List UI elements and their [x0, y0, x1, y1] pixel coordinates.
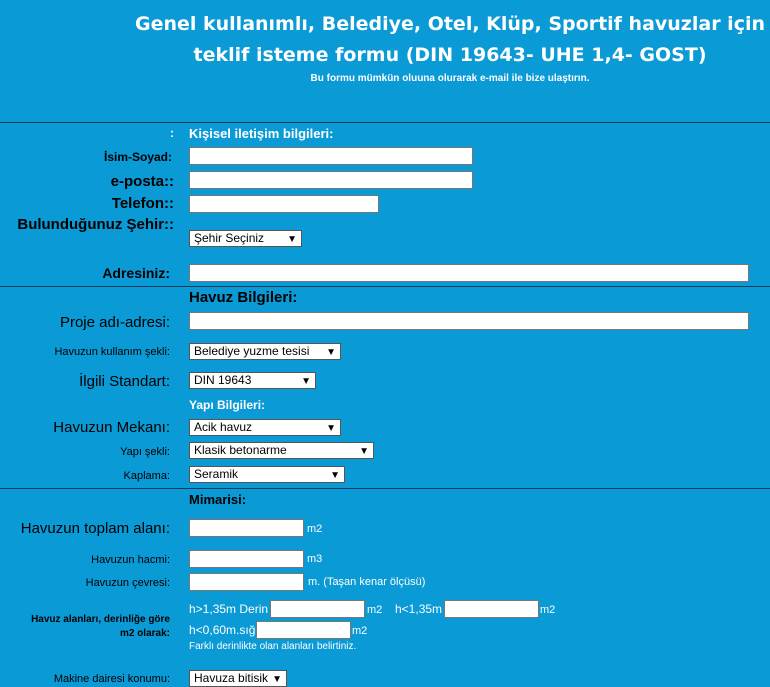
- type-select[interactable]: [189, 442, 374, 459]
- depth-label-line-2: m2 olarak:: [119, 628, 170, 639]
- perimeter-unit: m. (Taşan kenar ölçüsü): [308, 576, 426, 588]
- cladding-select-value: Seramik: [194, 467, 239, 481]
- city-label: Bulunduğunuz Şehir::: [17, 216, 174, 233]
- name-input[interactable]: [189, 147, 473, 165]
- volume-label: Havuzun hacmi:: [91, 554, 170, 566]
- area-label: Havuzun toplam alanı:: [20, 520, 170, 537]
- contact-section-title: Kişisel iletişim bilgileri:: [189, 126, 334, 141]
- usage-label: Havuzun kullanım şekli:: [54, 346, 170, 358]
- machine-room-select-value: Havuza bitisik: [194, 671, 269, 685]
- depth-note: Farklı derinlikte olan alanları belirtiniz.: [189, 641, 357, 652]
- build-section-title: Yapı Bilgileri:: [189, 398, 266, 412]
- pool-section-title: Havuz Bilgileri:: [189, 289, 298, 306]
- location-label: Havuzun Mekanı:: [53, 419, 170, 436]
- volume-unit: m3: [307, 553, 323, 565]
- chevron-down-icon: ▼: [330, 470, 340, 481]
- usage-select-value: Belediye yuzme tesisi: [194, 344, 310, 358]
- location-select[interactable]: [189, 419, 341, 436]
- page-title-line-2: teklif isteme formu (DIN 19643- UHE 1,4- GOST): [193, 44, 707, 66]
- shallow-area-unit: m2: [352, 625, 368, 637]
- section-divider: [0, 122, 770, 123]
- shallow-area-label: h<0,60m.sığ: [189, 623, 256, 637]
- deep-area-unit: m2: [367, 604, 383, 616]
- email-label: e-posta::: [110, 173, 174, 190]
- perimeter-label: Havuzun çevresi:: [85, 577, 170, 589]
- standard-select-value: DIN 19643: [194, 373, 252, 387]
- address-input[interactable]: [189, 264, 749, 282]
- mid-area-unit: m2: [540, 604, 556, 616]
- chevron-down-icon: ▼: [326, 423, 336, 434]
- email-input[interactable]: [189, 171, 473, 189]
- name-label: İsim-Soyad:: [103, 150, 172, 164]
- page-subtitle: Bu formu mümkün oluuna olurarak e-mail ile bize ulaştırın.: [310, 73, 590, 84]
- mid-area-input[interactable]: [444, 600, 539, 618]
- deep-area-input[interactable]: [270, 600, 365, 618]
- usage-select[interactable]: [189, 343, 341, 360]
- depth-label-line-1: Havuz alanları, derinliğe göre: [31, 614, 170, 625]
- phone-label: Telefon::: [111, 195, 174, 212]
- chevron-down-icon: ▼: [326, 347, 336, 358]
- deep-area-label: h>1,35m Derin: [189, 602, 269, 616]
- section-divider: [0, 488, 770, 489]
- mid-area-label: h<1,35m: [395, 602, 443, 616]
- page-title-line-1: Genel kullanımlı, Belediye, Otel, Klüp, Sportif havuzlar için: [134, 13, 765, 35]
- chevron-down-icon: ▼: [287, 234, 297, 245]
- project-label: Proje adı-adresi:: [59, 314, 170, 331]
- chevron-down-icon: ▼: [359, 446, 369, 457]
- machine-room-select[interactable]: [189, 670, 287, 687]
- type-label: Yapı şekli:: [120, 446, 170, 458]
- shallow-area-input[interactable]: [256, 621, 351, 639]
- standard-label: İlgili Standart:: [79, 373, 170, 390]
- chevron-down-icon: ▼: [272, 674, 282, 685]
- type-select-value: Klasik betonarme: [194, 443, 287, 457]
- volume-input[interactable]: [189, 550, 304, 568]
- city-select-value: Şehir Seçiniz: [194, 231, 265, 245]
- standard-select[interactable]: [189, 372, 316, 389]
- section-divider: [0, 286, 770, 287]
- project-input[interactable]: [189, 312, 749, 330]
- arch-section-title: Mimarisi:: [189, 492, 247, 507]
- chevron-down-icon: ▼: [301, 376, 311, 387]
- colon-marker: :: [170, 126, 174, 140]
- location-select-value: Acik havuz: [194, 420, 253, 434]
- machine-room-label: Makine dairesi konumu:: [53, 673, 170, 685]
- area-input[interactable]: [189, 519, 304, 537]
- city-select[interactable]: [189, 230, 302, 247]
- perimeter-input[interactable]: [189, 573, 304, 591]
- area-unit: m2: [307, 523, 323, 535]
- phone-input[interactable]: [189, 195, 379, 213]
- cladding-label: Kaplama:: [123, 470, 170, 482]
- address-label: Adresiniz:: [102, 265, 170, 281]
- cladding-select[interactable]: [189, 466, 345, 483]
